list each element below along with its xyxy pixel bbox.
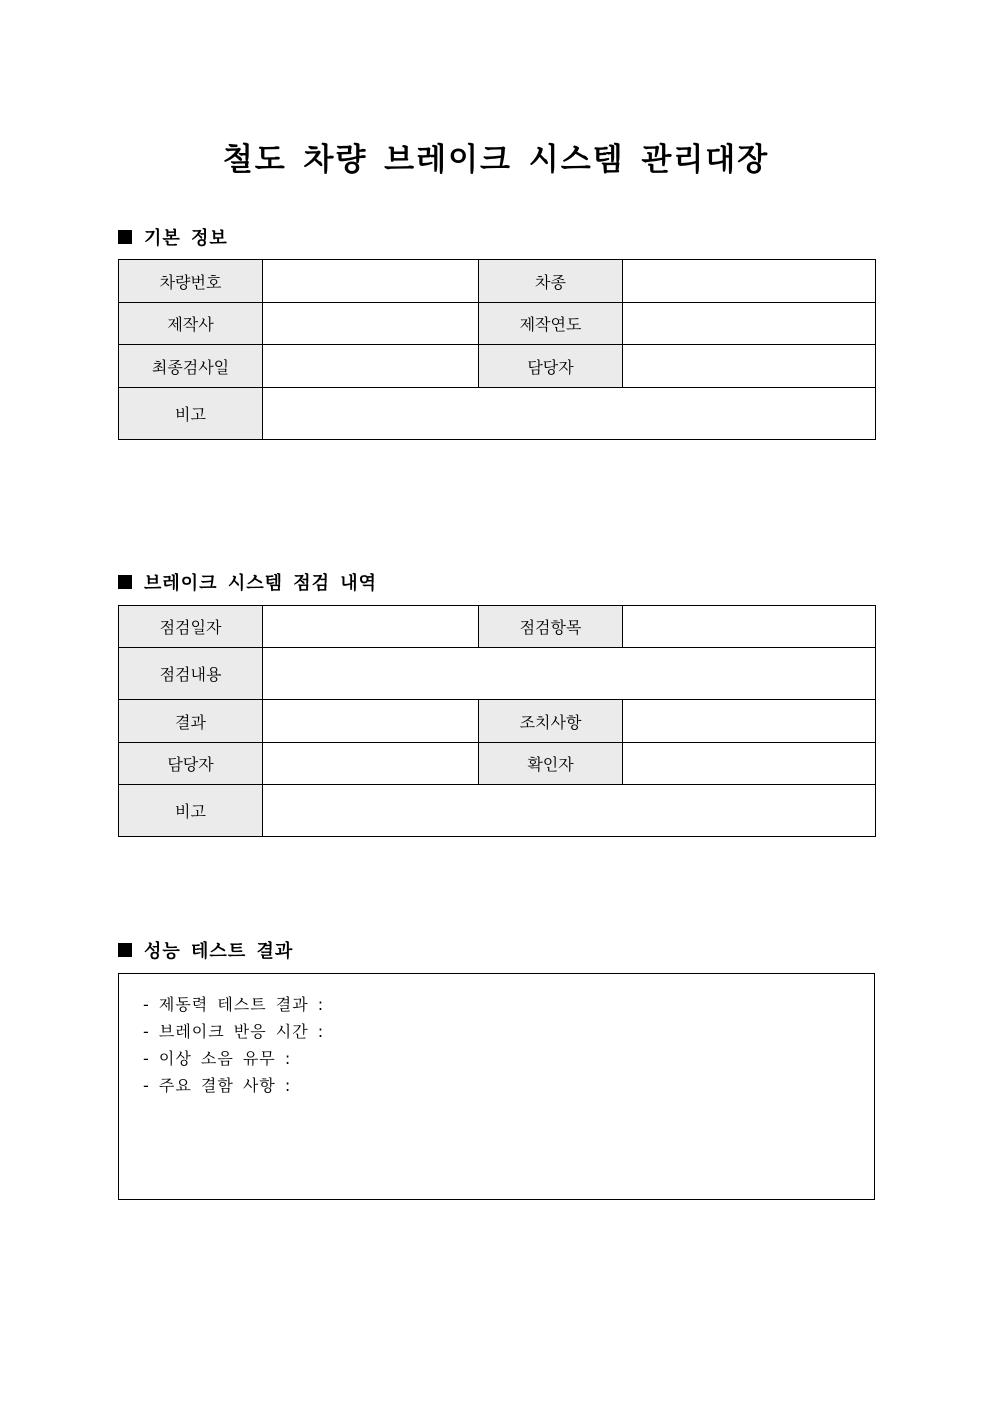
vehicle-no-field[interactable] [263,260,479,303]
square-bullet-icon [118,230,132,244]
remarks-label: 비고 [119,785,263,837]
table-row [119,345,876,388]
remarks-field[interactable] [263,785,876,837]
section-heading-label: 성능 테스트 결과 [144,941,294,962]
last-inspection-date-label: 최종검사일 [119,345,263,388]
result-field[interactable] [263,700,479,743]
manager-field[interactable] [263,743,479,785]
vehicle-no-label: 차량번호 [119,260,263,303]
square-bullet-icon [118,575,132,589]
table-row [119,388,876,440]
list-item: - 이상 소음 유무 : [143,1049,292,1068]
manager-label: 담당자 [479,345,623,388]
square-bullet-icon [118,943,132,957]
list-item: - 제동력 테스트 결과 : [143,995,325,1014]
inspection-date-label: 점검일자 [119,606,263,648]
performance-results-list [119,974,874,1102]
section-heading-basic-info [118,224,228,250]
remarks-label: 비고 [119,388,263,440]
document-title: 철도 차량 브레이크 시스템 관리대장 [222,142,770,178]
section-heading-label: 브레이크 시스템 점검 내역 [144,573,378,594]
remarks-field[interactable] [263,388,876,440]
manager-label: 담당자 [119,743,263,785]
manufacturer-field[interactable] [263,303,479,345]
inspection-details-label: 점검내용 [119,648,263,700]
inspection-item-label: 점검항목 [479,606,623,648]
performance-results-box[interactable] [118,973,875,1200]
section-heading-inspection [118,569,377,595]
last-inspection-date-field[interactable] [263,345,479,388]
table-row [119,743,876,785]
manufacturer-label: 제작사 [119,303,263,345]
basic-info-table [118,259,876,440]
manufacture-year-field[interactable] [623,303,876,345]
result-label: 결과 [119,700,263,743]
action-label: 조치사항 [479,700,623,743]
list-item: - 브레이크 반응 시간 : [143,1022,325,1041]
table-row [119,785,876,837]
section-heading-label: 기본 정보 [144,228,228,249]
confirmer-label: 확인자 [479,743,623,785]
inspection-details-field[interactable] [263,648,876,700]
section-heading-performance [118,937,293,963]
manager-field[interactable] [623,345,876,388]
table-row [119,303,876,345]
vehicle-type-label: 차종 [479,260,623,303]
inspection-item-field[interactable] [623,606,876,648]
list-item: - 주요 결함 사항 : [143,1076,292,1095]
vehicle-type-field[interactable] [623,260,876,303]
table-row [119,700,876,743]
table-row [119,260,876,303]
action-field[interactable] [623,700,876,743]
manufacture-year-label: 제작연도 [479,303,623,345]
inspection-date-field[interactable] [263,606,479,648]
inspection-table [118,605,876,837]
table-row [119,606,876,648]
confirmer-field[interactable] [623,743,876,785]
table-row [119,648,876,700]
